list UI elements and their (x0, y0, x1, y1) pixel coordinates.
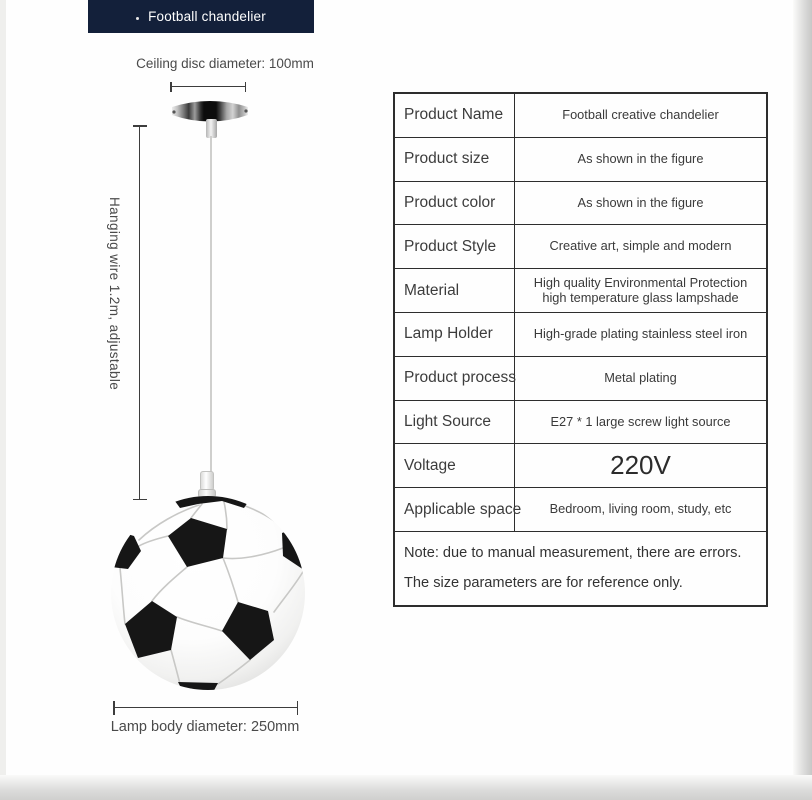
football-lamp-graphic (106, 488, 310, 700)
spec-label: Product Name (395, 94, 515, 137)
table-row (395, 138, 766, 182)
spec-value-voltage: 220V (610, 449, 671, 480)
dimension-tick (297, 701, 299, 715)
table-row (395, 357, 766, 401)
spec-value: High-grade plating stainless steel iron (533, 326, 748, 342)
spec-label: Product size (395, 138, 515, 181)
spec-value: As shown in the figure (577, 194, 704, 210)
spec-table (393, 92, 768, 607)
spec-label: Voltage (395, 444, 515, 487)
table-row (395, 269, 766, 313)
spec-value: High quality Environmental Protection high temperature glass lampshade (533, 274, 748, 305)
spec-value: As shown in the figure (577, 150, 704, 166)
spec-label: Applicable space (395, 488, 515, 531)
spec-label: Product Style (395, 225, 515, 268)
spec-label: Product process (395, 357, 515, 400)
spec-value: Creative art, simple and modern (549, 238, 732, 254)
table-row (395, 94, 766, 138)
table-row (395, 401, 766, 445)
spec-value: Football creative chandelier (562, 107, 719, 123)
title-badge-label: Football chandelier (148, 9, 266, 24)
spec-label: Light Source (395, 401, 515, 444)
dimension-tick (113, 701, 115, 715)
spec-value: E27 * 1 large screw light source (550, 413, 731, 429)
lamp-body-dimension-line (113, 707, 298, 708)
hanging-wire-dimension-label: Hanging wire 1.2m, adjustable (107, 197, 122, 391)
spec-note: Note: due to manual measurement, there are errors. The size parameters are for reference only. (404, 544, 742, 591)
dimension-tick (170, 82, 172, 92)
table-row (395, 444, 766, 488)
table-row (395, 488, 766, 532)
dimension-tick (133, 125, 147, 127)
table-row (395, 225, 766, 269)
table-row (395, 313, 766, 357)
ceiling-disc-dimension-line (170, 86, 246, 87)
table-row (395, 182, 766, 226)
ceiling-disc-dimension-label: Ceiling disc diameter: 100mm (136, 56, 314, 71)
page-edge-bottom (0, 775, 812, 800)
dimension-tick (245, 82, 247, 92)
spec-label: Lamp Holder (395, 313, 515, 356)
page-edge-right (793, 0, 812, 800)
hanging-wire (210, 136, 212, 472)
spec-label: Product color (395, 182, 515, 225)
spec-value: Bedroom, living room, study, etc (549, 501, 732, 517)
lamp-body-dimension-label: Lamp body diameter: 250mm (110, 719, 300, 735)
spec-value: Metal plating (604, 369, 677, 385)
page-edge-left (0, 0, 6, 775)
bullet-dot-icon (136, 17, 139, 20)
ceiling-disc-graphic (171, 95, 249, 122)
title-badge (88, 0, 314, 33)
spec-label: Material (395, 269, 515, 312)
hanging-wire-dimension-line (139, 125, 140, 500)
